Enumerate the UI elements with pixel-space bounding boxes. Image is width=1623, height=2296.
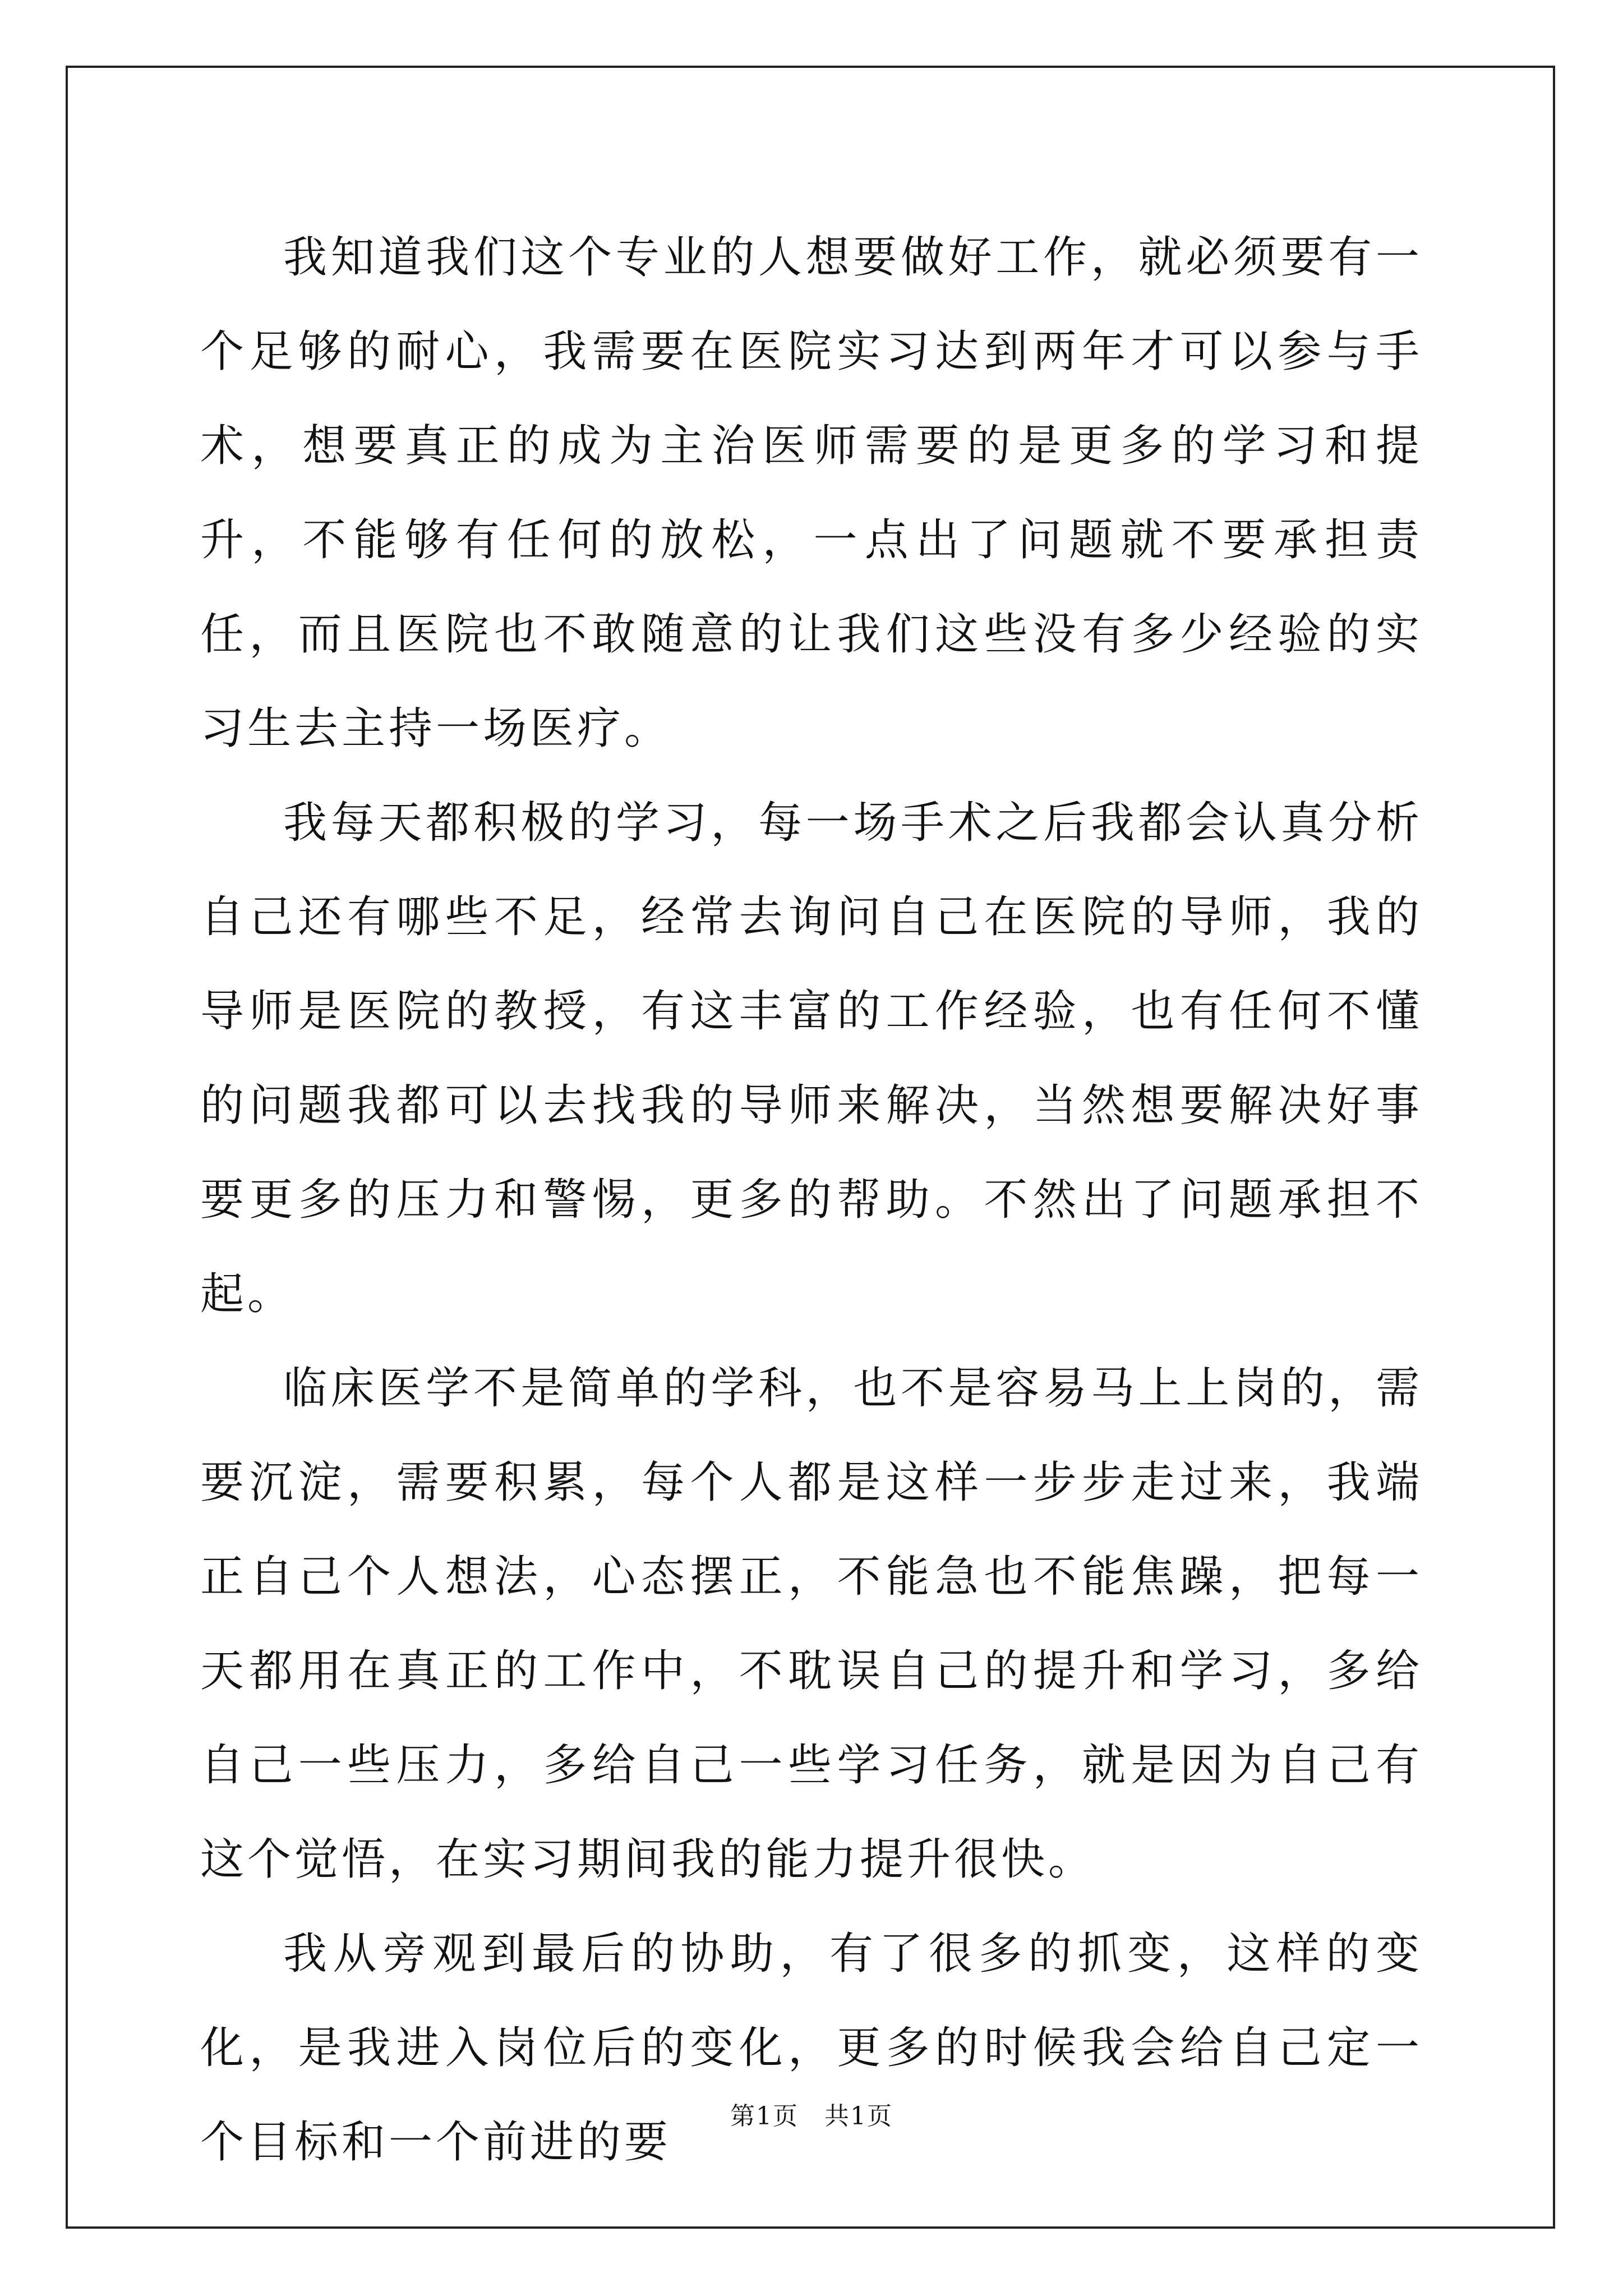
paragraph-3: 临床医学不是简单的学科，也不是容易马上上岗的，需要沉淀，需要积累，每个人都是这样一步步走过来，我端正自己个人想法，心态摆正，不能急也不能焦躁，把每一天都用在真正的工作中，不耽误自己的提升和学习，多给自己一些压力，多给自己一些学习任务，就是因为自己有这个觉悟，在实习期间我的能力提升很快。	[200, 1363, 1423, 1885]
document-body	[200, 210, 1423, 2189]
page-number-footer: 第1页 共1页	[730, 2102, 893, 2131]
paragraph-2: 我每天都积极的学习，每一场手术之后我都会认真分析自己还有哪些不足，经常去询问自己在医院的导师，我的导师是医院的教授，有这丰富的工作经验，也有任何不懂的问题我都可以去找我的导师来解决，当然想要解决好事要更多的压力和警惕，更多的帮助。不然出了问题承担不起。	[200, 798, 1423, 1319]
paragraph-1: 我知道我们这个专业的人想要做好工作，就必须要有一个足够的耐心，我需要在医院实习达到两年才可以参与手术，想要真正的成为主治医师需要的是更多的学习和提升，不能够有任何的放松，一点出了问题就不要承担责任，而且医院也不敢随意的让我们这些没有多少经验的实习生去主持一场医疗。	[200, 232, 1423, 754]
paragraph-4: 我从旁观到最后的协助，有了很多的抓变，这样的变化，是我进入岗位后的变化，更多的时候我会给自己定一个目标和一个前进的要	[200, 1929, 1423, 2168]
